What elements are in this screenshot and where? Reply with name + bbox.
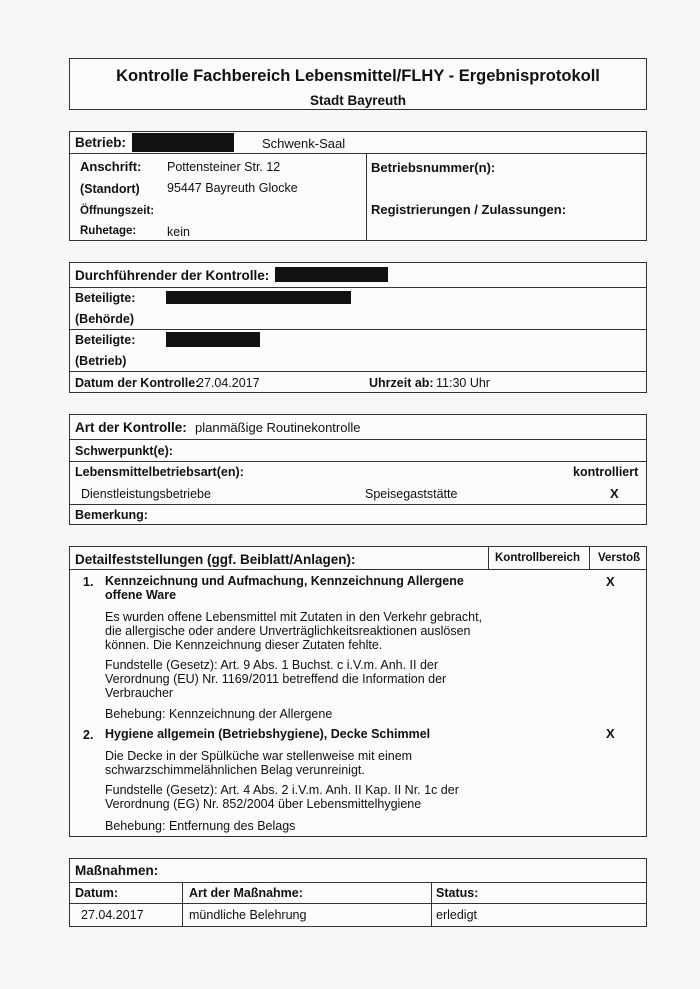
betriebsart-sub: Speisegaststätte (365, 487, 458, 501)
uhrzeit-value: 11:30 Uhr (436, 376, 490, 390)
betriebsnummer-label: Betriebsnummer(n): (371, 160, 496, 175)
detail-header: Detailfeststellungen (ggf. Beiblatt/Anlagen): (75, 552, 356, 567)
durchfuehrung-section (69, 262, 647, 393)
divider (70, 461, 646, 462)
anschrift-value: Pottensteiner Str. 12 (167, 160, 281, 174)
betrieb-section (69, 131, 647, 241)
redaction-block (166, 332, 260, 347)
betrieb-sub-label: (Betrieb) (75, 354, 127, 368)
fund-line: Verbraucher (105, 686, 174, 700)
behoerde-label: (Behörde) (75, 312, 135, 326)
beteiligte-behoerde-label: Beteiligte: (75, 291, 136, 305)
betrieb-label: Betrieb: (75, 135, 127, 150)
item-behebung: Behebung: Kennzeichnung der Allergene (105, 707, 333, 721)
item-title-line: Hygiene allgemein (Betriebshygiene), Decke Schimmel (105, 727, 431, 741)
divider (488, 547, 489, 569)
redaction-block (166, 291, 351, 304)
fund-line: Fundstelle (Gesetz): Art. 4 Abs. 2 i.V.m. Anh. II Kap. II Nr. 1c der (105, 783, 459, 797)
divider (70, 371, 646, 372)
col-verstoss: Verstoß (598, 552, 641, 564)
oeffnungszeit-label: Öffnungszeit: (80, 205, 155, 217)
art-section (69, 414, 647, 525)
item-fundstelle (105, 783, 459, 811)
standort-value: 95447 Bayreuth Glocke (167, 181, 298, 195)
item-behebung: Behebung: Entfernung des Belags (105, 819, 296, 833)
massnahmen-section (69, 858, 647, 927)
col-art: Art der Maßnahme: (189, 886, 303, 900)
divider (182, 882, 183, 926)
item-description (105, 610, 482, 652)
kontrolliert-label: kontrolliert (573, 465, 639, 479)
detail-section (69, 546, 647, 837)
desc-line: Die Decke in der Spülküche war stellenweise mit einem (105, 749, 413, 763)
betriebsart-value: Dienstleistungsbetriebe (81, 487, 211, 501)
item-title (105, 574, 464, 602)
datum-label: Datum der Kontrolle: (75, 376, 200, 390)
divider (70, 504, 646, 505)
registrierungen-label: Registrierungen / Zulassungen: (371, 202, 567, 217)
fund-line: Verordnung (EU) Nr. 1169/2011 betreffend die Information der (105, 672, 447, 686)
uhrzeit-label: Uhrzeit ab: (369, 376, 434, 390)
standort-label: (Standort) (80, 182, 140, 196)
divider (70, 903, 646, 904)
durchfuehrender-label: Durchführender der Kontrolle: (75, 268, 270, 283)
anschrift-label: Anschrift: (80, 159, 142, 174)
item-verstoss-mark: X (606, 574, 615, 589)
massnahme-datum: 27.04.2017 (81, 908, 144, 922)
item-title-line: offene Ware (105, 588, 177, 602)
divider (366, 153, 367, 240)
bemerkung-label: Bemerkung: (75, 508, 148, 522)
col-status: Status: (436, 886, 479, 900)
massnahme-art: mündliche Belehrung (189, 908, 307, 922)
redaction-block (132, 133, 234, 152)
art-value: planmäßige Routinekontrolle (195, 420, 361, 435)
massnahmen-header: Maßnahmen: (75, 863, 159, 878)
col-datum: Datum: (75, 886, 119, 900)
page-title: Kontrolle Fachbereich Lebensmittel/FLHY - Ergebnisprotokoll (116, 67, 600, 85)
item-title (105, 727, 430, 741)
datum-value: 27.04.2017 (197, 376, 260, 390)
divider (70, 569, 646, 570)
schwerpunkt-label: Schwerpunkt(e): (75, 444, 173, 458)
divider (70, 287, 646, 288)
betriebsart-label: Lebensmittelbetriebsart(en): (75, 465, 244, 479)
page-subtitle: Stadt Bayreuth (309, 93, 407, 108)
desc-line: können. Die Kennzeichnung dieser Zutaten fehlte. (105, 638, 383, 652)
divider (70, 882, 646, 883)
item-description (105, 749, 412, 777)
desc-line: schwarzschimmelähnlichen Belag verunreinigt. (105, 763, 365, 777)
col-kontrollbereich: Kontrollbereich (495, 552, 580, 564)
header-box (69, 58, 647, 110)
beteiligte-betrieb-label: Beteiligte: (75, 333, 136, 347)
divider (70, 329, 646, 330)
divider (70, 153, 646, 154)
redaction-block (275, 267, 388, 282)
desc-line: Es wurden offene Lebensmittel mit Zutaten in den Verkehr gebracht, (105, 610, 483, 624)
betrieb-name: Schwenk-Saal (262, 136, 346, 151)
divider (589, 547, 590, 569)
ruhetage-value: kein (167, 225, 190, 239)
ruhetage-label: Ruhetage: (80, 225, 137, 237)
massnahme-status: erledigt (436, 908, 477, 922)
fund-line: Fundstelle (Gesetz): Art. 9 Abs. 1 Buchst. c i.V.m. Anh. II der (105, 658, 439, 672)
divider (70, 439, 646, 440)
item-verstoss-mark: X (606, 726, 615, 741)
divider (431, 882, 432, 926)
fund-line: Verordnung (EG) Nr. 852/2004 über Lebensmittelhygiene (105, 797, 422, 811)
desc-line: die allergische oder andere Unverträglichkeitsreaktionen auslösen (105, 624, 471, 638)
kontrolliert-mark: X (610, 486, 619, 501)
item-title-line: Kennzeichnung und Aufmachung, Kennzeichnung Allergene (105, 574, 464, 588)
item-fundstelle (105, 658, 446, 700)
item-number: 2. (83, 728, 94, 742)
item-number: 1. (83, 575, 94, 589)
art-label: Art der Kontrolle: (75, 420, 187, 435)
